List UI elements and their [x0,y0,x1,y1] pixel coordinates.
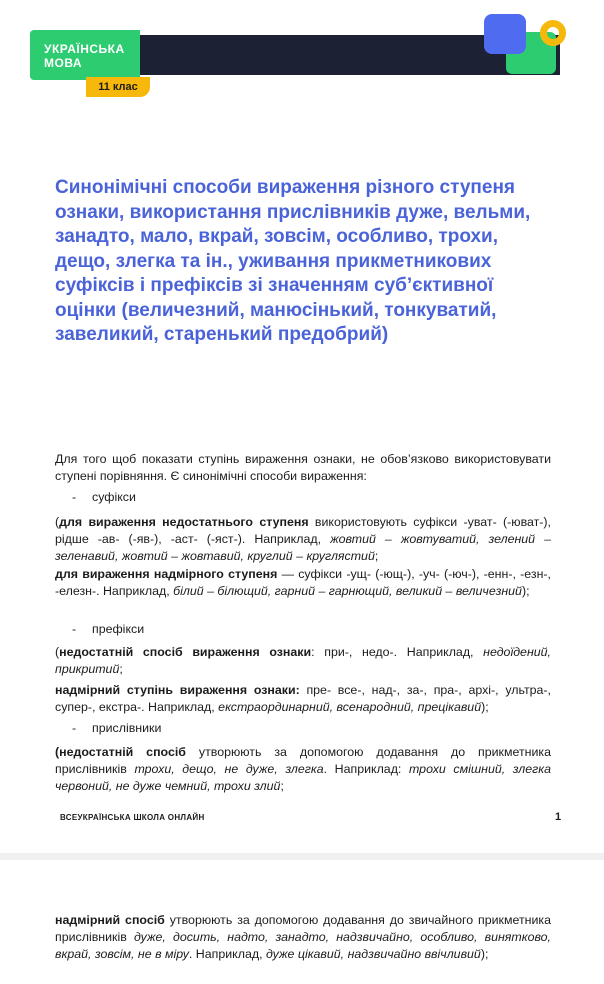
text: ); [481,699,489,714]
text: — суфікси -ущ- (-ющ-), -уч- (-юч-), -енн-, -езн-, -елезн-. Наприклад, [55,567,551,598]
text: ; [374,548,379,563]
paragraph-adverb-insufficient [55,744,551,794]
bullet-label: суфікси [92,490,136,504]
text: пре- все-, над-, за-, пра-, архі-, ультра-, супер-, екстра-. Наприклад, [55,683,551,714]
examples: недоїдений, прикритий [55,645,551,676]
bracket: ( [55,645,60,659]
lesson-title: Синонімічні способи вираження різного ступеня ознаки, використання прислівників дуже, вельми, занадто, мало, вкрай, зовсім, особливо, трохи, дещо, злегка та ін., уживання прикметникових суфіксів і префіксів зі значенням суб’єктивної оцінки (величезний, манюсінький, тонкуватий, завеликий, старенький предобрий) [55,177,531,345]
bold-term: для вираження недостатнього ступеня [59,515,309,529]
examples: білий – білющий, гарний – гарнющий, великий – величезний [173,583,522,598]
paragraph-adverb-excessive [55,912,551,962]
bold-term: надмірний ступінь вираження ознаки: [55,683,300,697]
logo-blue-shape [484,14,526,54]
text: утворюють за допомогою додавання до прикметника прислівників [55,745,551,776]
bracket: ( [55,515,60,529]
bold-term: надмірний спосіб [55,913,165,927]
page-separator [0,853,604,860]
text: ; [280,778,284,793]
bracket: ( [55,745,60,759]
text: . Наприклад, [188,946,266,961]
paragraph-prefix-insufficient [55,644,551,678]
class-label: 11 клас [86,77,150,97]
examples: жовтий – жовтуватий, зелений – зеленавий, жовтий – жовтавий, круглий – круглястий [55,531,551,563]
adverbs-list: трохи, дещо, не дуже, злегка [134,761,324,776]
intro-paragraph: Для того щоб показати ступінь вираження ознаки, не обов’язково використовувати ступені порівняння. Є синонімічні способи вираження: [55,452,551,483]
footer-school-name: ВСЕУКРАЇНСЬКА ШКОЛА ОНЛАЙН [60,813,205,822]
bullet-label: префікси [92,622,145,636]
logo-yellow-ring [540,20,566,46]
bullet-prefixes: - префікси [72,622,145,636]
paragraph-suffix-excessive [55,566,551,600]
examples: трохи смішний, злегка червоний, не дуже чемний, трохи злий [55,761,552,793]
text: . Наприклад: [323,761,409,776]
text: утворюють за допомогою додавання до звичайного прикметника прислівників [55,913,551,944]
paragraph-suffix-insufficient [55,514,551,564]
bold-term: недостатній спосіб [59,745,186,759]
text: використовують суфікси -уват- (-юват-), рідше -ав- (-яв-), -аст- (-яст-). Наприклад, [55,515,552,546]
page-number: 1 [555,811,562,823]
bold-term: для вираження надмірного ступеня [55,567,278,581]
text: ); [480,946,489,961]
text: ; [119,661,123,676]
bullet-adverbs: - прислівники [72,721,162,735]
bullet-suffixes: - суфікси [72,490,136,504]
brand-logo-icon [482,14,582,78]
text: : при-, недо-. Наприклад, [311,645,484,659]
text: ); [521,583,530,598]
bold-term: недостатній спосіб вираження ознаки [59,645,312,659]
examples: екстраординарний, всенародний, прецікавий [218,699,482,714]
paragraph-prefix-excessive [55,682,551,716]
subject-label: УКРАЇНСЬКА МОВА [44,42,125,70]
examples: дуже цікавий, надзвичайно ввічливий [265,946,481,961]
adverbs-list: дуже, досить, надто, занадто, надзвичайно, особливо, винятково, вкрай, зовсім, не в міру [55,929,551,961]
bullet-label: прислівники [92,721,162,735]
